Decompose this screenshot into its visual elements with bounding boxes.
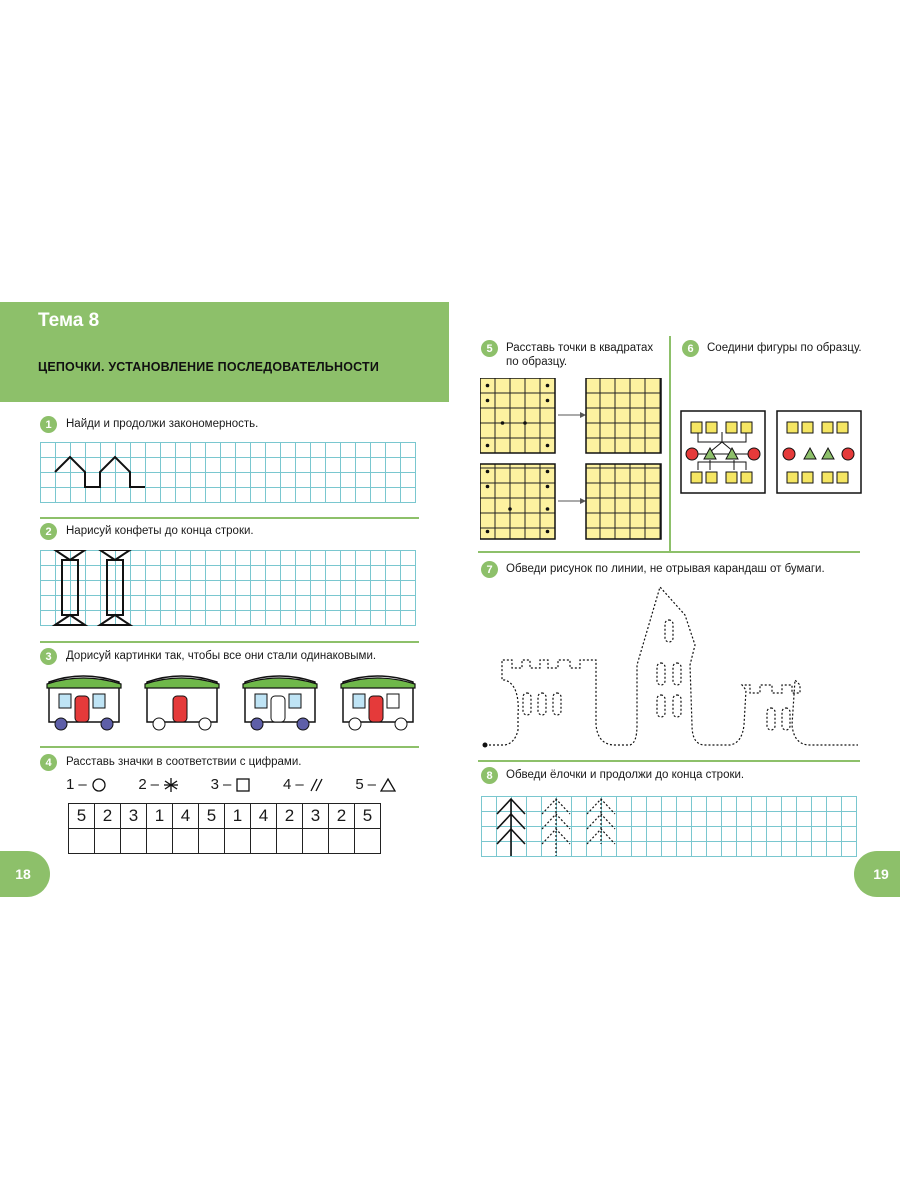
legend-item: 4 –	[283, 776, 324, 793]
bus-pictures[interactable]	[45, 672, 425, 734]
answer-cell[interactable]	[173, 829, 199, 854]
digit-cell: 4	[173, 804, 199, 829]
dot-grids[interactable]	[480, 378, 665, 543]
digit-cell: 1	[225, 804, 251, 829]
shape-connect[interactable]	[680, 410, 862, 494]
digit-cell: 2	[95, 804, 121, 829]
digit-cell: 1	[147, 804, 173, 829]
task-8-text: Обведи ёлочки и продолжи до конца строки.	[506, 769, 745, 781]
page-number-right: 19	[854, 851, 900, 897]
task-4-badge: 4	[40, 754, 57, 771]
legend-number: 5	[355, 776, 364, 793]
task-7-badge: 7	[481, 561, 498, 578]
bus-4	[341, 676, 415, 730]
pattern-sample	[40, 442, 160, 502]
answer-cell[interactable]	[95, 829, 121, 854]
divider	[478, 551, 860, 553]
theme-title: Тема 8	[38, 310, 100, 331]
circle-icon	[91, 777, 107, 793]
candy-sample	[40, 550, 160, 630]
sample-grid	[480, 378, 555, 453]
task-3-badge: 3	[40, 648, 57, 665]
square-icon	[235, 777, 251, 793]
theme-subtitle: ЦЕПОЧКИ. УСТАНОВЛЕНИЕ ПОСЛЕДОВАТЕЛЬНОСТИ	[38, 360, 380, 374]
sample-grid	[480, 464, 555, 539]
digit-cell: 2	[277, 804, 303, 829]
legend-item: 1 –	[66, 776, 107, 793]
task-5-badge: 5	[481, 340, 498, 357]
answer-cell[interactable]	[147, 829, 173, 854]
bus-2	[145, 676, 219, 730]
task-8-badge: 8	[481, 767, 498, 784]
task-7-text: Обведи рисунок по линии, не отрывая карандаш от бумаги.	[506, 563, 825, 575]
page-number-left: 18	[0, 851, 50, 897]
digit-row	[69, 804, 381, 829]
double-slash-icon	[308, 777, 324, 793]
answer-cell[interactable]	[251, 829, 277, 854]
tree-sample	[481, 796, 631, 858]
task-1-badge: 1	[40, 416, 57, 433]
task-2-badge: 2	[40, 523, 57, 540]
task-6-text: Соедини фигуры по образцу.	[707, 342, 862, 354]
divider	[478, 760, 860, 762]
answer-cell[interactable]	[303, 829, 329, 854]
task-2-text: Нарисуй конфеты до конца строки.	[66, 525, 254, 537]
triangle-icon	[380, 777, 396, 793]
legend-number: 4	[282, 776, 292, 793]
answer-cell[interactable]	[355, 829, 381, 854]
answer-cell[interactable]	[69, 829, 95, 854]
digit-cell: 4	[251, 804, 277, 829]
digit-cell: 3	[121, 804, 147, 829]
legend-number: 1	[66, 776, 75, 793]
answer-cell[interactable]	[121, 829, 147, 854]
digit-cell: 5	[355, 804, 381, 829]
task-5-text: Расставь точки в квадратах	[506, 342, 654, 354]
digit-cell: 3	[303, 804, 329, 829]
answer-cell[interactable]	[277, 829, 303, 854]
answer-row[interactable]	[69, 829, 381, 854]
answer-grid	[586, 464, 661, 539]
divider	[40, 641, 419, 643]
legend-item: 5 –	[355, 776, 396, 793]
digit-cell: 2	[329, 804, 355, 829]
task-6-badge: 6	[682, 340, 699, 357]
divider	[669, 336, 671, 551]
digit-cell: 5	[199, 804, 225, 829]
divider	[40, 517, 419, 519]
legend-item: 3 –	[211, 776, 252, 793]
castle-trace[interactable]	[480, 585, 860, 750]
legend-item: 2 –	[138, 776, 179, 793]
legend-number: 2	[138, 776, 147, 793]
answer-cell[interactable]	[225, 829, 251, 854]
task-4-text: Расставь значки в соответствии с цифрами.	[66, 756, 302, 768]
task-3-text: Дорисуй картинки так, чтобы все они стали одинаковыми.	[66, 650, 377, 662]
answer-cell[interactable]	[329, 829, 355, 854]
answer-cell[interactable]	[199, 829, 225, 854]
divider	[40, 746, 419, 748]
task-5-text-2: по образцу.	[506, 356, 568, 368]
digit-table	[68, 803, 381, 854]
symbol-legend	[66, 776, 396, 793]
bus-3	[243, 676, 317, 730]
legend-number: 3	[210, 776, 219, 793]
bus-1	[47, 676, 121, 730]
digit-cell: 5	[69, 804, 95, 829]
asterisk-icon	[163, 777, 179, 793]
task-1-text: Найди и продолжи закономерность.	[66, 418, 259, 430]
answer-grid	[586, 378, 661, 453]
